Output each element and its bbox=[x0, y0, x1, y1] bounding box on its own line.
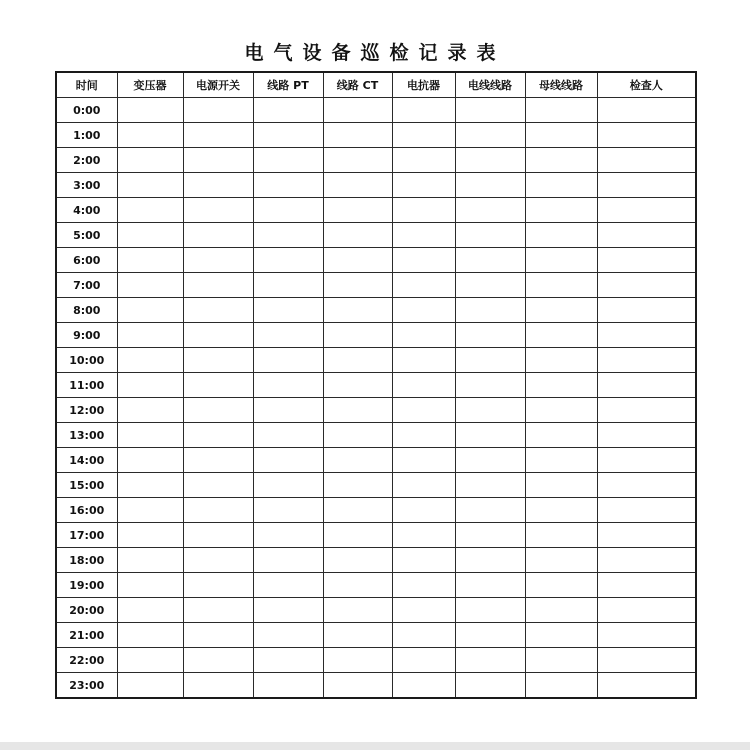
entry-cell[interactable] bbox=[253, 673, 323, 699]
entry-cell[interactable] bbox=[392, 398, 455, 423]
entry-cell[interactable] bbox=[392, 248, 455, 273]
entry-cell[interactable] bbox=[455, 398, 525, 423]
entry-cell[interactable] bbox=[597, 498, 696, 523]
entry-cell[interactable] bbox=[323, 448, 392, 473]
entry-cell[interactable] bbox=[117, 523, 183, 548]
time-cell: 16:00 bbox=[56, 498, 117, 523]
entry-cell[interactable] bbox=[183, 573, 253, 598]
entry-cell[interactable] bbox=[253, 298, 323, 323]
entry-cell[interactable] bbox=[455, 348, 525, 373]
entry-cell[interactable] bbox=[253, 548, 323, 573]
entry-cell[interactable] bbox=[597, 348, 696, 373]
table-row bbox=[56, 448, 696, 473]
entry-cell[interactable] bbox=[392, 373, 455, 398]
entry-cell[interactable] bbox=[525, 123, 597, 148]
table-row bbox=[56, 323, 696, 348]
entry-cell[interactable] bbox=[525, 648, 597, 673]
entry-cell[interactable] bbox=[455, 173, 525, 198]
table-row bbox=[56, 298, 696, 323]
entry-cell[interactable] bbox=[455, 298, 525, 323]
table-row bbox=[56, 473, 696, 498]
entry-cell[interactable] bbox=[323, 148, 392, 173]
entry-cell[interactable] bbox=[392, 298, 455, 323]
entry-cell[interactable] bbox=[597, 473, 696, 498]
entry-cell[interactable] bbox=[455, 523, 525, 548]
entry-cell[interactable] bbox=[253, 398, 323, 423]
entry-cell[interactable] bbox=[323, 273, 392, 298]
header-transformer: 变压器 bbox=[117, 72, 183, 98]
entry-cell[interactable] bbox=[183, 198, 253, 223]
entry-cell[interactable] bbox=[597, 273, 696, 298]
entry-cell[interactable] bbox=[323, 673, 392, 699]
entry-cell[interactable] bbox=[253, 523, 323, 548]
table-row bbox=[56, 148, 696, 173]
entry-cell[interactable] bbox=[183, 123, 253, 148]
table-row bbox=[56, 248, 696, 273]
entry-cell[interactable] bbox=[525, 298, 597, 323]
entry-cell[interactable] bbox=[525, 473, 597, 498]
header-power-switch: 电源开关 bbox=[183, 72, 253, 98]
entry-cell[interactable] bbox=[117, 648, 183, 673]
time-cell: 22:00 bbox=[56, 648, 117, 673]
entry-cell[interactable] bbox=[597, 98, 696, 123]
entry-cell[interactable] bbox=[597, 423, 696, 448]
entry-cell[interactable] bbox=[117, 548, 183, 573]
entry-cell[interactable] bbox=[392, 173, 455, 198]
entry-cell[interactable] bbox=[392, 623, 455, 648]
entry-cell[interactable] bbox=[117, 198, 183, 223]
entry-cell[interactable] bbox=[455, 473, 525, 498]
entry-cell[interactable] bbox=[392, 148, 455, 173]
entry-cell[interactable] bbox=[117, 423, 183, 448]
entry-cell[interactable] bbox=[455, 573, 525, 598]
entry-cell[interactable] bbox=[253, 573, 323, 598]
entry-cell[interactable] bbox=[455, 448, 525, 473]
entry-cell[interactable] bbox=[392, 548, 455, 573]
entry-cell[interactable] bbox=[525, 173, 597, 198]
entry-cell[interactable] bbox=[323, 598, 392, 623]
time-cell: 8:00 bbox=[56, 298, 117, 323]
entry-cell[interactable] bbox=[183, 223, 253, 248]
table-row bbox=[56, 598, 696, 623]
time-cell: 3:00 bbox=[56, 173, 117, 198]
entry-cell[interactable] bbox=[392, 423, 455, 448]
entry-cell[interactable] bbox=[117, 473, 183, 498]
entry-cell[interactable] bbox=[117, 673, 183, 699]
time-cell: 4:00 bbox=[56, 198, 117, 223]
entry-cell[interactable] bbox=[183, 248, 253, 273]
entry-cell[interactable] bbox=[253, 198, 323, 223]
entry-cell[interactable] bbox=[455, 248, 525, 273]
entry-cell[interactable] bbox=[183, 98, 253, 123]
header-electric-line: 电线线路 bbox=[455, 72, 525, 98]
entry-cell[interactable] bbox=[455, 98, 525, 123]
table-row bbox=[56, 623, 696, 648]
table-row bbox=[56, 123, 696, 148]
entry-cell[interactable] bbox=[253, 273, 323, 298]
entry-cell[interactable] bbox=[525, 223, 597, 248]
entry-cell[interactable] bbox=[183, 473, 253, 498]
entry-cell[interactable] bbox=[253, 373, 323, 398]
time-cell: 21:00 bbox=[56, 623, 117, 648]
entry-cell[interactable] bbox=[117, 448, 183, 473]
entry-cell[interactable] bbox=[392, 598, 455, 623]
entry-cell[interactable] bbox=[525, 373, 597, 398]
time-cell: 14:00 bbox=[56, 448, 117, 473]
time-cell: 18:00 bbox=[56, 548, 117, 573]
entry-cell[interactable] bbox=[525, 498, 597, 523]
time-cell: 5:00 bbox=[56, 223, 117, 248]
entry-cell[interactable] bbox=[117, 173, 183, 198]
entry-cell[interactable] bbox=[323, 198, 392, 223]
entry-cell[interactable] bbox=[117, 273, 183, 298]
table-row bbox=[56, 648, 696, 673]
entry-cell[interactable] bbox=[597, 398, 696, 423]
entry-cell[interactable] bbox=[597, 373, 696, 398]
entry-cell[interactable] bbox=[392, 523, 455, 548]
entry-cell[interactable] bbox=[525, 423, 597, 448]
header-inspector: 检查人 bbox=[597, 72, 696, 98]
entry-cell[interactable] bbox=[455, 123, 525, 148]
table-row bbox=[56, 523, 696, 548]
form-title: 电气设备巡检记录表 bbox=[244, 42, 506, 64]
table-row bbox=[56, 198, 696, 223]
entry-cell[interactable] bbox=[597, 548, 696, 573]
entry-cell[interactable] bbox=[117, 298, 183, 323]
time-cell: 1:00 bbox=[56, 123, 117, 148]
entry-cell[interactable] bbox=[525, 623, 597, 648]
entry-cell[interactable] bbox=[525, 248, 597, 273]
entry-cell[interactable] bbox=[117, 373, 183, 398]
table-row bbox=[56, 423, 696, 448]
time-cell: 6:00 bbox=[56, 248, 117, 273]
entry-cell[interactable] bbox=[253, 473, 323, 498]
table-row bbox=[56, 223, 696, 248]
entry-cell[interactable] bbox=[525, 323, 597, 348]
entry-cell[interactable] bbox=[323, 473, 392, 498]
entry-cell[interactable] bbox=[455, 148, 525, 173]
entry-cell[interactable] bbox=[323, 298, 392, 323]
table-header-row bbox=[56, 72, 696, 98]
entry-cell[interactable] bbox=[525, 348, 597, 373]
entry-cell[interactable] bbox=[253, 498, 323, 523]
entry-cell[interactable] bbox=[392, 473, 455, 498]
time-cell: 12:00 bbox=[56, 398, 117, 423]
entry-cell[interactable] bbox=[323, 623, 392, 648]
inspection-record-table bbox=[55, 71, 697, 699]
entry-cell[interactable] bbox=[392, 673, 455, 699]
table-row bbox=[56, 673, 696, 699]
entry-cell[interactable] bbox=[183, 448, 253, 473]
entry-cell[interactable] bbox=[183, 348, 253, 373]
time-cell: 2:00 bbox=[56, 148, 117, 173]
page-bottom-edge bbox=[0, 742, 750, 750]
entry-cell[interactable] bbox=[183, 373, 253, 398]
entry-cell[interactable] bbox=[392, 648, 455, 673]
entry-cell[interactable] bbox=[323, 573, 392, 598]
entry-cell[interactable] bbox=[253, 223, 323, 248]
entry-cell[interactable] bbox=[525, 448, 597, 473]
entry-cell[interactable] bbox=[392, 348, 455, 373]
entry-cell[interactable] bbox=[117, 323, 183, 348]
entry-cell[interactable] bbox=[183, 398, 253, 423]
entry-cell[interactable] bbox=[455, 198, 525, 223]
table-row bbox=[56, 398, 696, 423]
entry-cell[interactable] bbox=[183, 598, 253, 623]
entry-cell[interactable] bbox=[597, 323, 696, 348]
entry-cell[interactable] bbox=[323, 223, 392, 248]
entry-cell[interactable] bbox=[117, 123, 183, 148]
entry-cell[interactable] bbox=[455, 423, 525, 448]
entry-cell[interactable] bbox=[253, 348, 323, 373]
entry-cell[interactable] bbox=[525, 598, 597, 623]
entry-cell[interactable] bbox=[392, 323, 455, 348]
entry-cell[interactable] bbox=[392, 573, 455, 598]
entry-cell[interactable] bbox=[117, 148, 183, 173]
entry-cell[interactable] bbox=[323, 373, 392, 398]
entry-cell[interactable] bbox=[525, 273, 597, 298]
table-row bbox=[56, 498, 696, 523]
entry-cell[interactable] bbox=[323, 348, 392, 373]
entry-cell[interactable] bbox=[597, 573, 696, 598]
entry-cell[interactable] bbox=[597, 623, 696, 648]
entry-cell[interactable] bbox=[392, 123, 455, 148]
entry-cell[interactable] bbox=[392, 498, 455, 523]
entry-cell[interactable] bbox=[597, 223, 696, 248]
entry-cell[interactable] bbox=[253, 123, 323, 148]
entry-cell[interactable] bbox=[597, 598, 696, 623]
entry-cell[interactable] bbox=[597, 673, 696, 699]
entry-cell[interactable] bbox=[597, 148, 696, 173]
entry-cell[interactable] bbox=[597, 123, 696, 148]
entry-cell[interactable] bbox=[455, 623, 525, 648]
entry-cell[interactable] bbox=[253, 248, 323, 273]
entry-cell[interactable] bbox=[183, 548, 253, 573]
entry-cell[interactable] bbox=[253, 623, 323, 648]
entry-cell[interactable] bbox=[183, 273, 253, 298]
entry-cell[interactable] bbox=[597, 648, 696, 673]
entry-cell[interactable] bbox=[392, 223, 455, 248]
entry-cell[interactable] bbox=[455, 498, 525, 523]
entry-cell[interactable] bbox=[392, 98, 455, 123]
entry-cell[interactable] bbox=[525, 673, 597, 699]
entry-cell[interactable] bbox=[323, 248, 392, 273]
entry-cell[interactable] bbox=[323, 123, 392, 148]
time-cell: 19:00 bbox=[56, 573, 117, 598]
entry-cell[interactable] bbox=[183, 298, 253, 323]
entry-cell[interactable] bbox=[525, 198, 597, 223]
entry-cell[interactable] bbox=[183, 323, 253, 348]
entry-cell[interactable] bbox=[323, 523, 392, 548]
header-busbar-line: 母线线路 bbox=[525, 72, 597, 98]
entry-cell[interactable] bbox=[117, 623, 183, 648]
entry-cell[interactable] bbox=[525, 148, 597, 173]
entry-cell[interactable] bbox=[183, 423, 253, 448]
entry-cell[interactable] bbox=[117, 223, 183, 248]
entry-cell[interactable] bbox=[183, 673, 253, 699]
entry-cell[interactable] bbox=[323, 323, 392, 348]
entry-cell[interactable] bbox=[525, 523, 597, 548]
entry-cell[interactable] bbox=[253, 598, 323, 623]
entry-cell[interactable] bbox=[323, 498, 392, 523]
time-cell: 15:00 bbox=[56, 473, 117, 498]
time-cell: 13:00 bbox=[56, 423, 117, 448]
entry-cell[interactable] bbox=[323, 98, 392, 123]
entry-cell[interactable] bbox=[253, 448, 323, 473]
entry-cell[interactable] bbox=[525, 398, 597, 423]
entry-cell[interactable] bbox=[455, 548, 525, 573]
entry-cell[interactable] bbox=[392, 273, 455, 298]
entry-cell[interactable] bbox=[117, 573, 183, 598]
table-row bbox=[56, 98, 696, 123]
entry-cell[interactable] bbox=[183, 173, 253, 198]
entry-cell[interactable] bbox=[117, 98, 183, 123]
entry-cell[interactable] bbox=[253, 148, 323, 173]
table-row bbox=[56, 573, 696, 598]
entry-cell[interactable] bbox=[392, 198, 455, 223]
entry-cell[interactable] bbox=[525, 548, 597, 573]
table-row bbox=[56, 373, 696, 398]
entry-cell[interactable] bbox=[117, 598, 183, 623]
table-row bbox=[56, 173, 696, 198]
entry-cell[interactable] bbox=[253, 98, 323, 123]
entry-cell[interactable] bbox=[253, 323, 323, 348]
entry-cell[interactable] bbox=[323, 423, 392, 448]
entry-cell[interactable] bbox=[183, 148, 253, 173]
entry-cell[interactable] bbox=[455, 323, 525, 348]
time-cell: 10:00 bbox=[56, 348, 117, 373]
entry-cell[interactable] bbox=[597, 448, 696, 473]
entry-cell[interactable] bbox=[253, 173, 323, 198]
time-cell: 9:00 bbox=[56, 323, 117, 348]
entry-cell[interactable] bbox=[323, 648, 392, 673]
entry-cell[interactable] bbox=[455, 598, 525, 623]
entry-cell[interactable] bbox=[323, 548, 392, 573]
time-cell: 11:00 bbox=[56, 373, 117, 398]
time-cell: 7:00 bbox=[56, 273, 117, 298]
time-cell: 20:00 bbox=[56, 598, 117, 623]
entry-cell[interactable] bbox=[455, 273, 525, 298]
entry-cell[interactable] bbox=[183, 623, 253, 648]
entry-cell[interactable] bbox=[117, 248, 183, 273]
entry-cell[interactable] bbox=[117, 348, 183, 373]
entry-cell[interactable] bbox=[183, 523, 253, 548]
time-cell: 0:00 bbox=[56, 98, 117, 123]
entry-cell[interactable] bbox=[597, 248, 696, 273]
entry-cell[interactable] bbox=[597, 198, 696, 223]
header-reactor: 电抗器 bbox=[392, 72, 455, 98]
time-cell: 17:00 bbox=[56, 523, 117, 548]
entry-cell[interactable] bbox=[183, 498, 253, 523]
entry-cell[interactable] bbox=[323, 398, 392, 423]
entry-cell[interactable] bbox=[597, 298, 696, 323]
entry-cell[interactable] bbox=[253, 423, 323, 448]
header-line-ct: 线路 CT bbox=[323, 72, 392, 98]
entry-cell[interactable] bbox=[597, 173, 696, 198]
entry-cell[interactable] bbox=[392, 448, 455, 473]
entry-cell[interactable] bbox=[455, 373, 525, 398]
entry-cell[interactable] bbox=[525, 98, 597, 123]
entry-cell[interactable] bbox=[117, 398, 183, 423]
header-line-pt: 线路 PT bbox=[253, 72, 323, 98]
table-row bbox=[56, 273, 696, 298]
entry-cell[interactable] bbox=[455, 648, 525, 673]
entry-cell[interactable] bbox=[525, 573, 597, 598]
table-row bbox=[56, 548, 696, 573]
entry-cell[interactable] bbox=[183, 648, 253, 673]
entry-cell[interactable] bbox=[253, 648, 323, 673]
entry-cell[interactable] bbox=[455, 223, 525, 248]
time-cell: 23:00 bbox=[56, 673, 117, 699]
entry-cell[interactable] bbox=[597, 523, 696, 548]
header-time: 时间 bbox=[56, 72, 117, 98]
entry-cell[interactable] bbox=[323, 173, 392, 198]
entry-cell[interactable] bbox=[455, 673, 525, 699]
entry-cell[interactable] bbox=[117, 498, 183, 523]
table-row bbox=[56, 348, 696, 373]
